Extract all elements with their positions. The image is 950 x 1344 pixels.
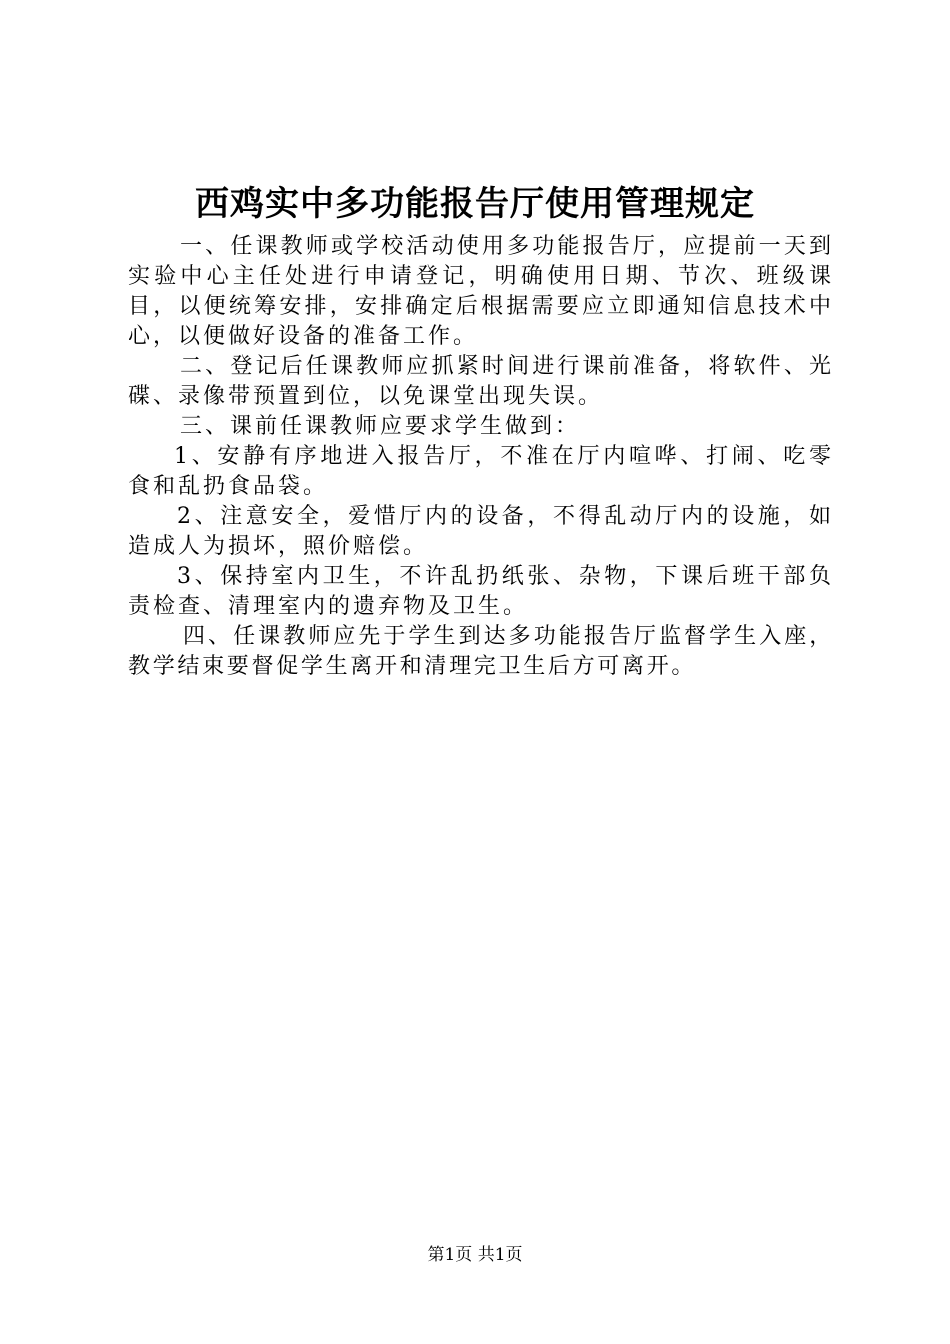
paragraph-6: 3、保持室内卫生，不许乱扔纸张、杂物，下课后班干部负责检查、清理室内的遗弃物及卫生。 <box>128 564 834 619</box>
page-footer: 第1页 共1页 <box>427 1245 523 1265</box>
document-body <box>128 232 834 682</box>
paragraph-3: 三、课前任课教师应要求学生做到： <box>180 414 581 439</box>
paragraph-2: 二、登记后任课教师应抓紧时间进行课前准备，将软件、光碟、录像带预置到位，以免课堂出现失误。 <box>128 354 834 409</box>
document-title: 西鸡实中多功能报告厅使用管理规定 <box>195 184 755 224</box>
paragraph-7: 四、任课教师应先于学生到达多功能报告厅监督学生入座，教学结束要督促学生离开和清理完卫生后方可离开。 <box>128 624 834 679</box>
paragraph-5: 2、注意安全，爱惜厅内的设备，不得乱动厅内的设施，如造成人为损坏，照价赔偿。 <box>128 504 834 559</box>
paragraph-4: 1、安静有序地进入报告厅，不准在厅内喧哗、打闹、吃零食和乱扔食品袋。 <box>128 444 834 499</box>
paragraph-1: 一、任课教师或学校活动使用多功能报告厅，应提前一天到实验中心主任处进行申请登记，明确使用日期、节次、班级课目，以便统筹安排，安排确定后根据需要应立即通知信息技术中心，以便做好设备的准备工作。 <box>128 234 834 349</box>
